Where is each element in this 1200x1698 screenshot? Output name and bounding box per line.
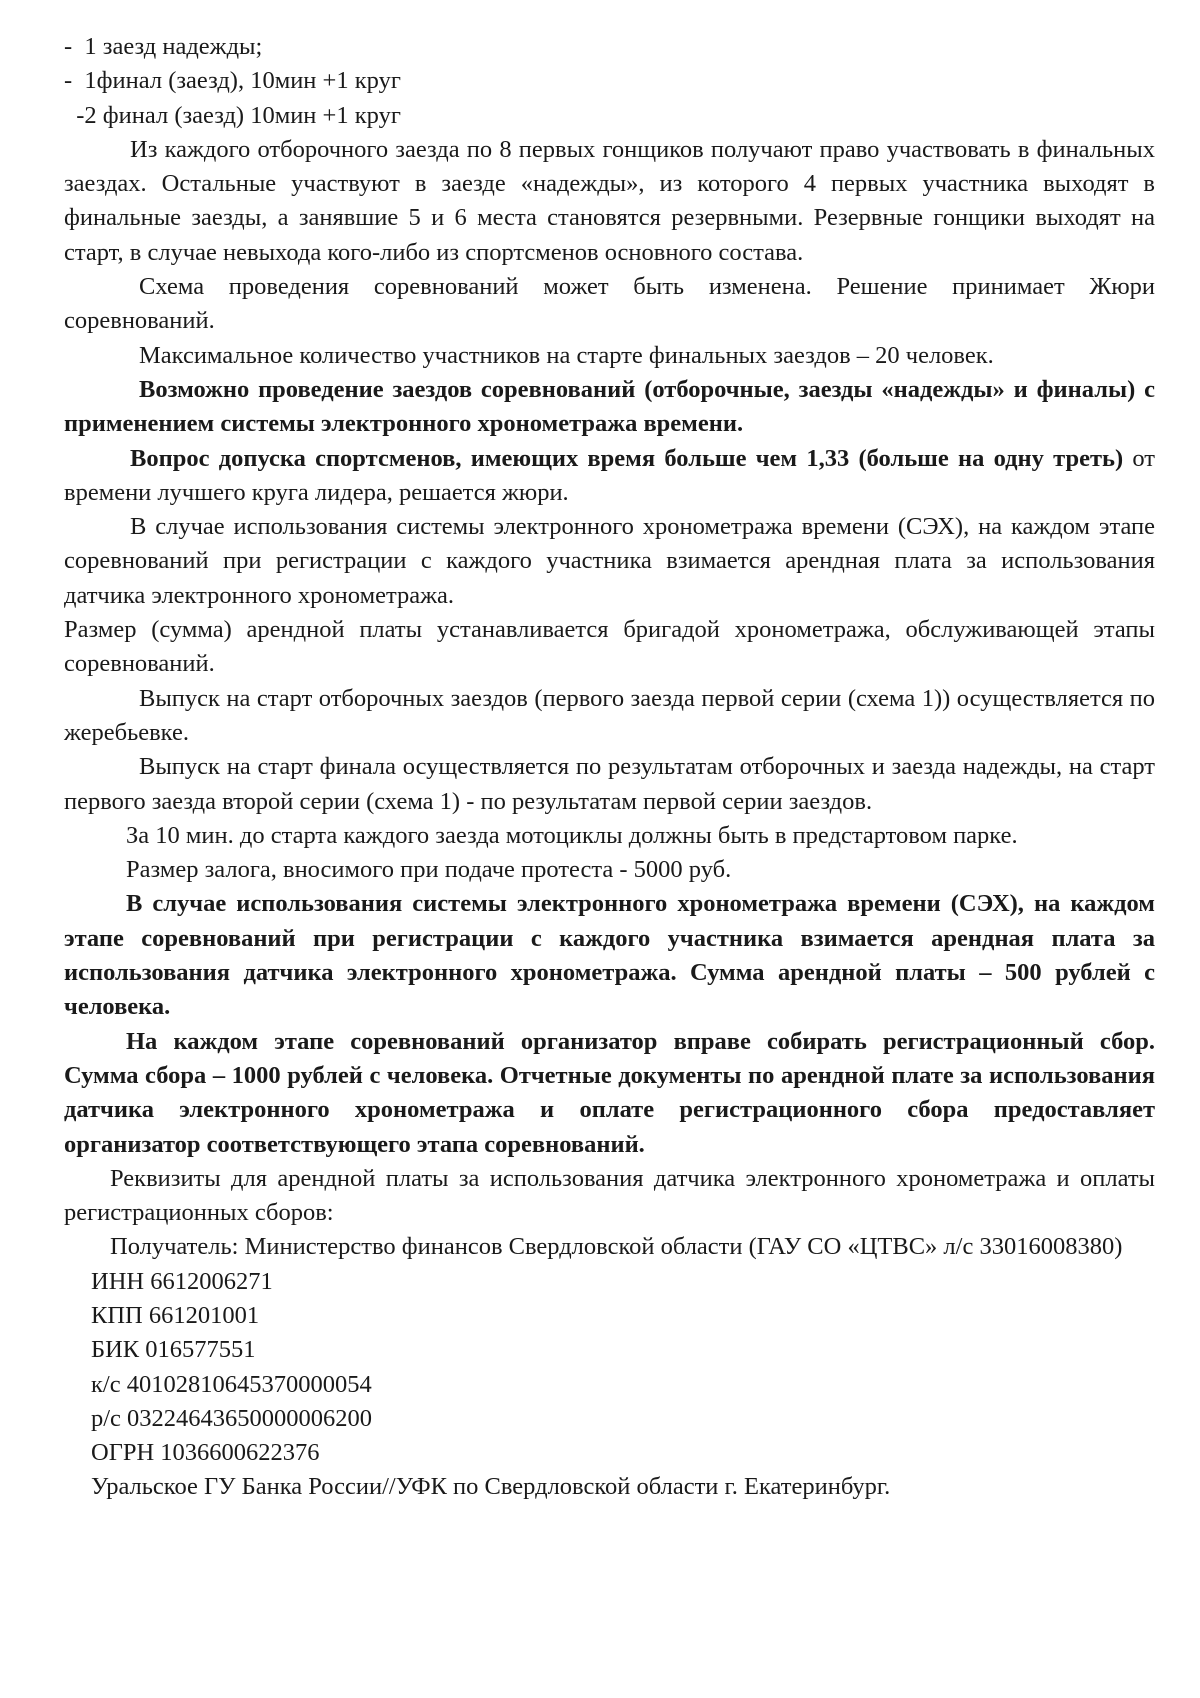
requisite-bik: БИК 016577551 xyxy=(91,1336,256,1364)
paragraph-prestart-park: За 10 мин. до старта каждого заезда мотоциклы должны быть в предстартовом парке. xyxy=(126,821,1018,849)
paragraph-qualification-rules: Из каждого отборочного заезда по 8 первых гонщиков получают право участвовать в финальных заездах. Остальные участвуют в заезде «надежды», из которого 4 первых участника выходят в финальные заезды, а занявшие 5 и 6 места становятся резервными. Резервные гонщики выходят на старт, в случае невыхода кого-либо из спортсменов основного состава. xyxy=(64,135,1155,266)
paragraph-recipient: Получатель: Министерство финансов Свердловской области (ГАУ СО «ЦТВС» л/с 33016008380) xyxy=(110,1233,1123,1261)
requisite-ogrn: ОГРН 1036600622376 xyxy=(91,1439,320,1467)
paragraph-registration-fee-bold: На каждом этапе соревнований организатор вправе собирать регистрационный сбор. Сумма сбора – 1000 рублей с человека. Отчетные документы по арендной плате за использования датчика электронного хронометража и оплате регистрационного сбора предоставляет организатор соответствующего этапа соревнований. xyxy=(64,1027,1155,1158)
schedule-item-final-1: - 1финал (заезд), 10мин +1 круг xyxy=(64,67,401,95)
schedule-item-final-2: -2 финал (заезд) 10мин +1 круг xyxy=(64,101,401,129)
paragraph-max-participants: Максимальное количество участников на старте финальных заездов – 20 человек. xyxy=(139,341,994,369)
paragraph-final-start: Выпуск на старт финала осуществляется по результатам отборочных и заезда надежды, на старт первого заезда второй серии (схема 1) - по результатам первой серии заездов. xyxy=(64,753,1155,815)
paragraph-admission-time xyxy=(64,442,1155,511)
paragraph-protest-deposit: Размер залога, вносимого при подаче протеста - 5000 руб. xyxy=(126,856,732,884)
paragraph-qualification-start: Выпуск на старт отборочных заездов (первого заезда первой серии (схема 1)) осуществляется по жеребьевке. xyxy=(64,684,1155,746)
requisite-correspondent-account: к/с 40102810645370000054 xyxy=(91,1370,372,1398)
paragraph-electronic-timing: Возможно проведение заездов соревнований (отборочные, заезды «надежды» и финалы) с применением системы электронного хронометража времени. xyxy=(64,375,1155,438)
requisite-inn: ИНН 6612006271 xyxy=(91,1267,273,1295)
schedule-list xyxy=(64,30,1155,133)
requisite-kpp: КПП 661201001 xyxy=(91,1301,260,1329)
requisites-list xyxy=(64,1265,1155,1505)
requisite-bank: Уральское ГУ Банка России//УФК по Свердловской области г. Екатеринбург. xyxy=(91,1473,891,1501)
paragraph-timing-rent: В случае использования системы электронного хронометража времени (СЭХ), на каждом этапе соревнований при регистрации с каждого участника взимается арендная плата за использования датчика электронного хронометража. xyxy=(64,513,1155,609)
schedule-item-hope-heat: - 1 заезд надежды; xyxy=(64,33,263,60)
admission-time-bold: Вопрос допуска спортсменов, имеющих время больше чем 1,33 (больше на одну треть) xyxy=(130,444,1124,472)
paragraph-rent-fee-bold: В случае использования системы электронного хронометража времени (СЭХ), на каждом этапе соревнований при регистрации с каждого участника взимается арендная плата за использования датчика электронного хронометража. Сумма арендной платы – 500 рублей с человека. xyxy=(64,890,1155,1021)
paragraph-requisites-intro: Реквизиты для арендной платы за использования датчика электронного хронометража и оплаты регистрационных сборов: xyxy=(64,1164,1155,1227)
paragraph-rent-amount: Размер (сумма) арендной платы устанавливается бригадой хронометража, обслуживающей этапы соревнований. xyxy=(64,616,1155,678)
paragraph-schedule-change: Схема проведения соревнований может быть изменена. Решение принимает Жюри соревнований. xyxy=(64,273,1155,335)
admission-time-rest: от времени лучшего круга лидера, решается жюри. xyxy=(64,444,1155,506)
requisite-settlement-account: р/с 03224643650000006200 xyxy=(91,1404,373,1432)
